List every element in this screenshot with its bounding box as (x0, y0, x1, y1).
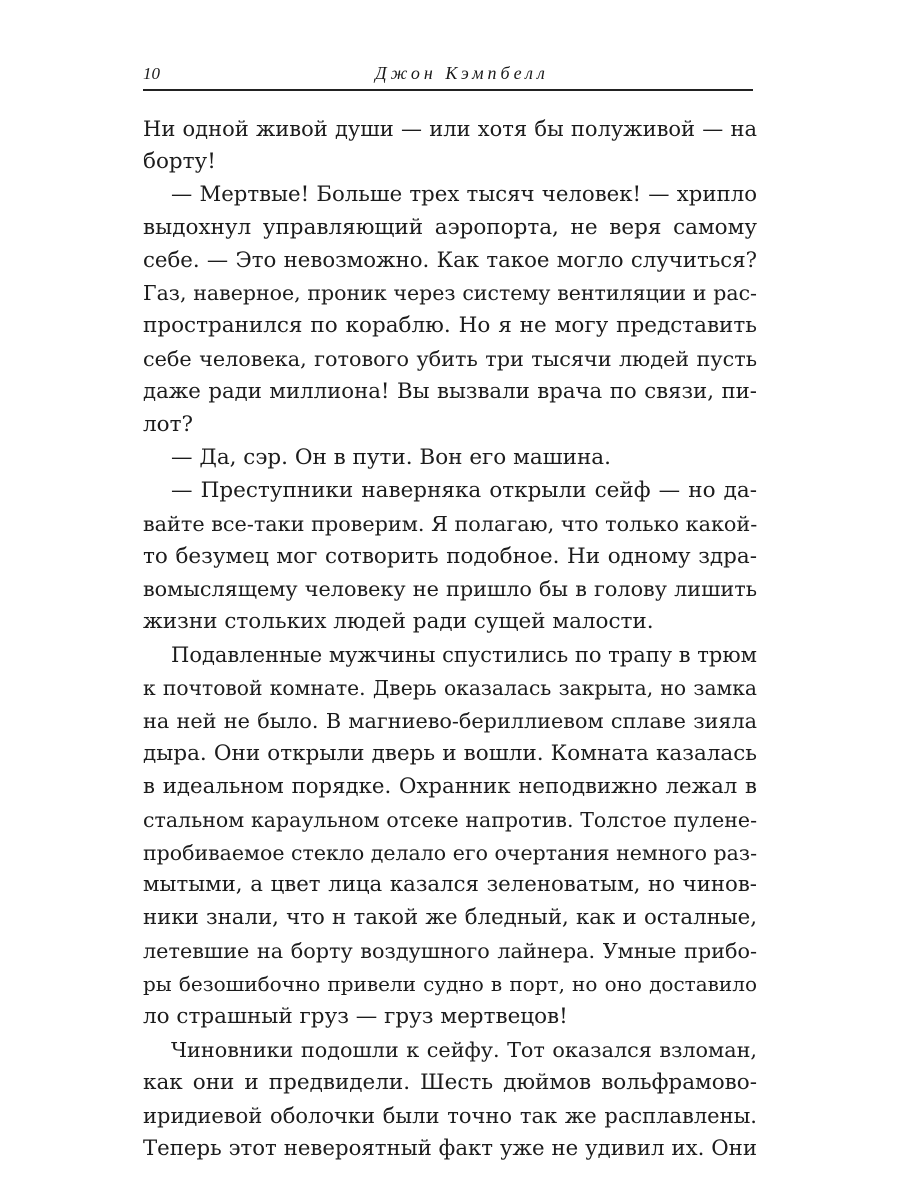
text-line: пробиваемое стекло делало его очертания немного раз- (143, 840, 757, 865)
text-line: Чиновники подошли к сейфу. Тот оказался взломан, (171, 1037, 757, 1062)
text-line: Теперь этот невероятный факт уже не удивил их. Они (143, 1135, 757, 1161)
text-line: себе человека, готового убить три тысячи людей пусть (143, 347, 757, 372)
text-line: себе. — Это невозможно. Как такое могло случиться? (143, 247, 757, 273)
text-line: вомыслящему человеку не пришло бы в голову лишить (143, 577, 757, 602)
text-line: вайте все-таки проверим. Я полагаю, что только какой- (143, 511, 758, 536)
text-line: как они и предвидели. Шесть дюймов вольфрамово- (143, 1069, 757, 1095)
text-line: выдохнул управляющий аэропорта, не веря самому (143, 214, 757, 240)
text-line: летевшие на борту воздушного лайнера. Умные прибо- (143, 939, 757, 964)
text-line: Подавленные мужчины спустились по трапу в трюм (171, 643, 757, 668)
text-line: иридиевой оболочки были точно так же расплавлены. (143, 1103, 757, 1128)
text-line: Газ, наверное, проник через систему вентиляции и рас- (143, 281, 757, 306)
text-line: — Преступники наверняка открыли сейф — но да- (171, 477, 757, 503)
text-line: ники знали, что н такой же бледный, как и осталные, (143, 905, 757, 931)
text-line: в идеальном порядке. Охранник неподвижно лежал в (143, 773, 757, 799)
header-rule (143, 89, 753, 91)
text-line: лот? (143, 412, 194, 438)
text-line: мытыми, а цвет лица казался зеленоватым, но чинов- (143, 872, 757, 898)
text-line: то безумец мог сотворить подобное. Ни одному здра- (143, 543, 757, 569)
text-line: — Да, сэр. Он в пути. Вон его машина. (171, 444, 611, 470)
text-line: жизни стольких людей ради сущей малости. (143, 609, 654, 635)
text-line: дыра. Они открыли дверь и вошли. Комната казалась (143, 740, 757, 766)
page-number: 10 (143, 64, 160, 83)
text-line: пространился по кораблю. Но я не могу представить (143, 313, 757, 339)
body-text (143, 113, 757, 1166)
text-line: даже ради миллиона! Вы вызвали врача по связи, пи- (143, 379, 757, 405)
text-line: ры безошибочно привели судно в порт, но оно доставило (143, 972, 757, 997)
text-line: Ни одной живой души — или хотя бы полуживой — на (143, 117, 757, 141)
text-line: — Мертвые! Больше трех тысяч человек! — хрипло (171, 181, 757, 207)
text-line: борту! (143, 148, 216, 174)
running-title: Джон Кэмпбелл (375, 63, 549, 83)
text-line: стальном караульном отсеке напротив. Толстое пуленe- (143, 807, 757, 832)
running-head (143, 62, 753, 88)
text-line: к почтовой комнате. Дверь оказалась закрыта, но замка (143, 676, 757, 701)
text-line: на ней не было. В магниево-бериллиевом сплаве зияла (143, 709, 757, 734)
text-line: ло страшный груз — груз мертвецов! (143, 1004, 568, 1030)
